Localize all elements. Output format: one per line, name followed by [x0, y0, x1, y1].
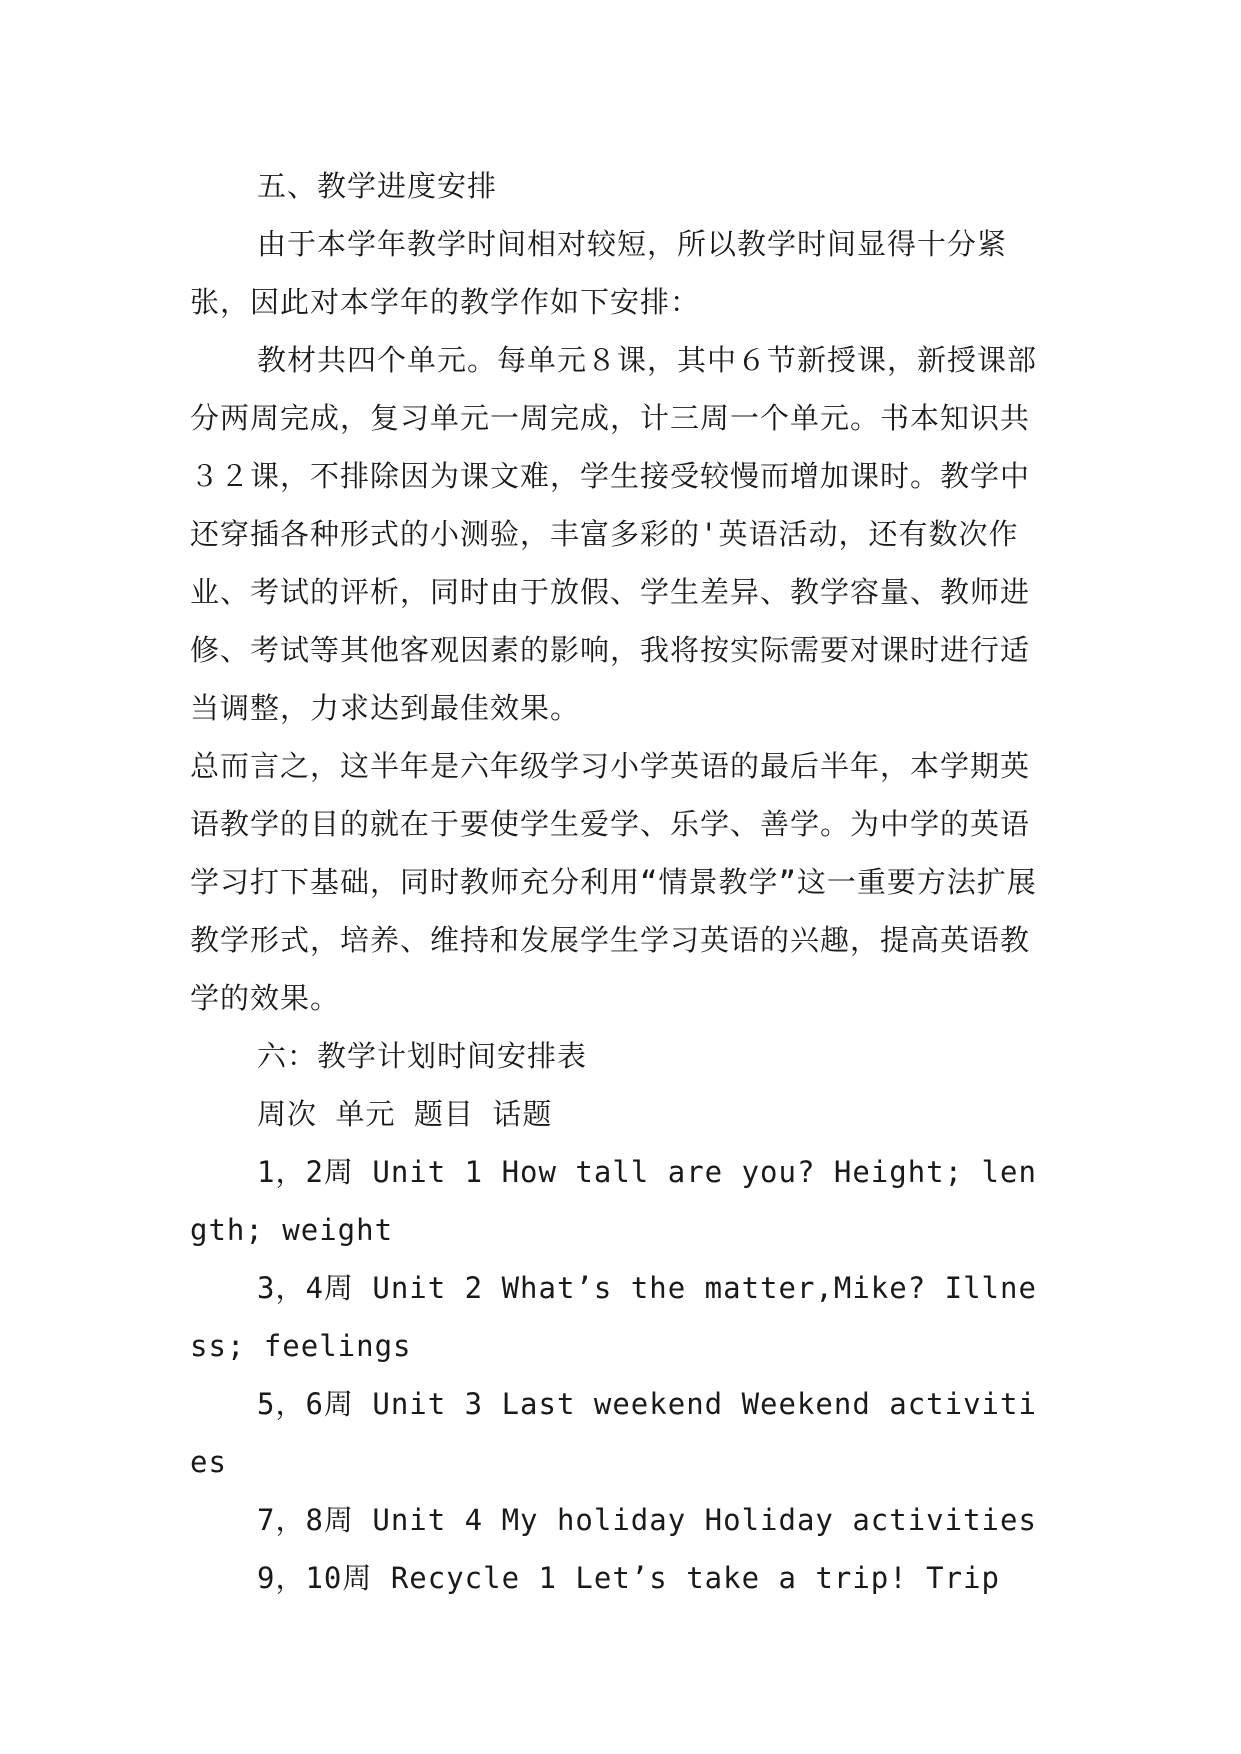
schedule-row: 5，6周 Unit 3 Last weekend Weekend activities: [190, 1387, 1037, 1479]
section-6-heading: 六：教学计划时间安排表: [257, 1039, 588, 1073]
schedule-row: 9，10周 Recycle 1 Let’s take a trip! Trip: [257, 1561, 1001, 1595]
summary-paragraph: 总而言之，这半年是六年级学习小学英语的最后半年，本学期英语教学的目的就在于要使学生爱学、乐学、善学。为中学的英语学习打下基础，同时教师充分利用“情景教学”这一重要方法扩展教学形式，培养、维持和发展学生学习英语的兴趣，提高英语教学的效果。: [190, 749, 1037, 1015]
section-5-heading: 五、教学进度安排: [257, 169, 498, 203]
document-body: [190, 157, 1050, 1607]
schedule-row: 7，8周 Unit 4 My holiday Holiday activities: [257, 1503, 1037, 1537]
intro-paragraph: 由于本学年教学时间相对较短，所以教学时间显得十分紧张，因此对本学年的教学作如下安排：: [190, 227, 1008, 319]
schedule-row: 3，4周 Unit 2 What’s the matter,Mike? Illness; feelings: [190, 1271, 1037, 1363]
schedule-header: 周次 单元 题目 话题: [257, 1097, 553, 1131]
schedule-row: 1，2周 Unit 1 How tall are you? Height; length; weight: [190, 1155, 1037, 1247]
plan-paragraph: 教材共四个单元。每单元８课，其中６节新授课，新授课部分两周完成，复习单元一周完成，计三周一个单元。书本知识共３２课，不排除因为课文难，学生接受较慢而增加课时。教学中还穿插各种形式的小测验，丰富多彩的'英语活动，还有数次作业、考试的评析，同时由于放假、学生差异、教学容量、教师进修、考试等其他客观因素的影响，我将按实际需要对课时进行适当调整，力求达到最佳效果。: [190, 343, 1038, 725]
